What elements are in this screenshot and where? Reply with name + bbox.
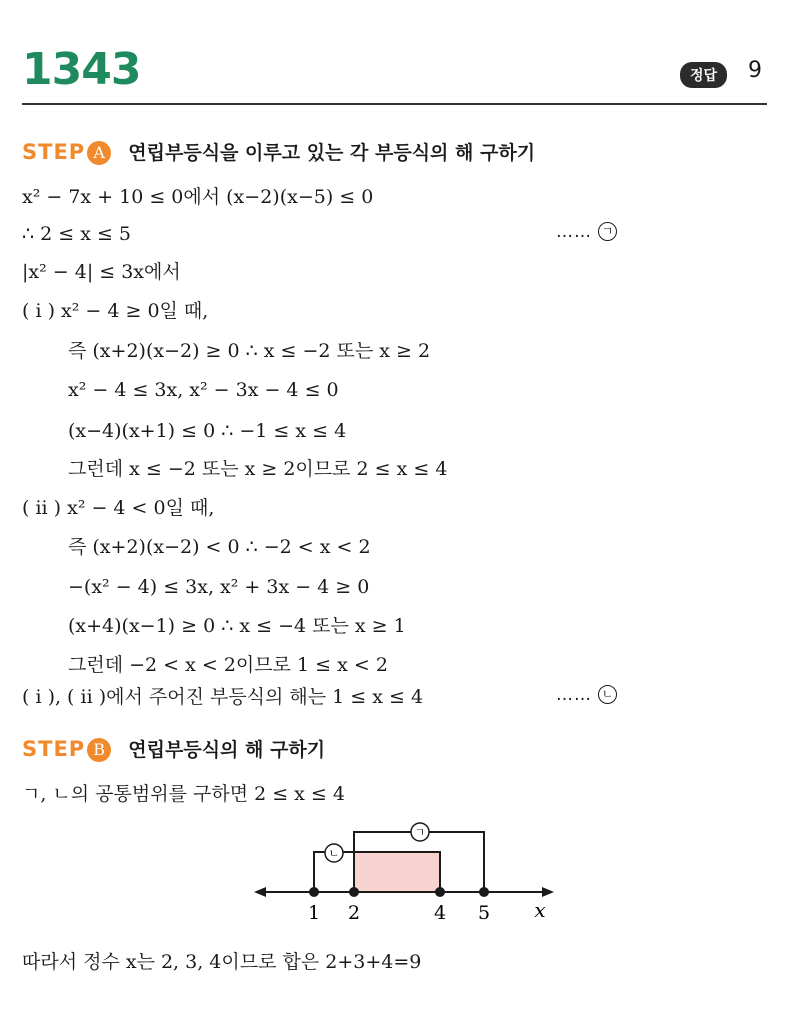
step-a-label: STEP (22, 140, 86, 164)
solution-line: 그런데 −2 < x < 2이므로 1 ≤ x < 2 (68, 654, 388, 676)
tick-label: 2 (347, 902, 361, 924)
answer-badge: 정답 (680, 62, 727, 88)
conclusion-line: 따라서 정수 x는 2, 3, 4이므로 합은 2+3+4=9 (22, 951, 422, 973)
solution-line: x² − 7x + 10 ≤ 0에서 (x−2)(x−5) ≤ 0 (22, 186, 374, 208)
marker-dots: …… (556, 685, 592, 705)
solution-line: 즉 (x+2)(x−2) ≥ 0 ∴ x ≤ −2 또는 x ≥ 2 (68, 340, 431, 362)
solution-line: −(x² − 4) ≤ 3x, x² + 3x − 4 ≥ 0 (68, 576, 370, 598)
step-a-letter: A (87, 141, 111, 165)
step-b-title: 연립부등식의 해 구하기 (128, 739, 326, 761)
step-b-letter: B (87, 738, 111, 762)
solution-line: ( i ), ( ii )에서 주어진 부등식의 해는 1 ≤ x ≤ 4 (22, 686, 424, 708)
header-divider (22, 103, 767, 105)
tick-label: 4 (433, 902, 447, 924)
tick-label: 5 (477, 902, 491, 924)
number-line-diagram (250, 815, 560, 925)
solution-line: ㄱ, ㄴ의 공통범위를 구하면 2 ≤ x ≤ 4 (22, 783, 345, 805)
axis-left-arrow (254, 887, 266, 897)
solution-line: |x² − 4| ≤ 3x에서 (22, 261, 181, 283)
point-1 (309, 887, 319, 897)
solution-line: (x+4)(x−1) ≥ 0 ∴ x ≤ −4 또는 x ≥ 1 (68, 615, 406, 637)
problem-number: 1343 (22, 44, 141, 95)
solution-line: 그런데 x ≤ −2 또는 x ≥ 2이므로 2 ≤ x ≤ 4 (68, 458, 448, 480)
range-b-label: ㄴ (328, 847, 340, 860)
step-b-heading (22, 735, 325, 762)
range-a-label: ㄱ (414, 826, 426, 839)
marker-second (556, 685, 617, 705)
solution-line: (x−4)(x+1) ≤ 0 ∴ −1 ≤ x ≤ 4 (68, 420, 347, 442)
step-a-heading (22, 138, 535, 165)
common-range-shade (354, 852, 440, 892)
marker-second-circle: ㄴ (598, 685, 617, 704)
point-2 (349, 887, 359, 897)
answer-value: 9 (748, 58, 762, 83)
point-5 (479, 887, 489, 897)
case-heading: ( i ) x² − 4 ≥ 0일 때, (22, 300, 209, 322)
solution-line: ∴ 2 ≤ x ≤ 5 (22, 223, 132, 245)
solution-line: 즉 (x+2)(x−2) < 0 ∴ −2 < x < 2 (68, 536, 371, 558)
axis-right-arrow (542, 887, 554, 897)
marker-dots: …… (556, 222, 592, 242)
step-a-title: 연립부등식을 이루고 있는 각 부등식의 해 구하기 (128, 142, 536, 164)
step-b-label: STEP (22, 737, 86, 761)
case-heading: ( ii ) x² − 4 < 0일 때, (22, 497, 215, 519)
tick-label: 1 (307, 902, 321, 924)
marker-first-circle: ㄱ (598, 222, 617, 241)
axis-label: x (534, 898, 546, 922)
point-4 (435, 887, 445, 897)
solution-line: x² − 4 ≤ 3x, x² − 3x − 4 ≤ 0 (68, 379, 339, 401)
marker-first (556, 222, 617, 242)
